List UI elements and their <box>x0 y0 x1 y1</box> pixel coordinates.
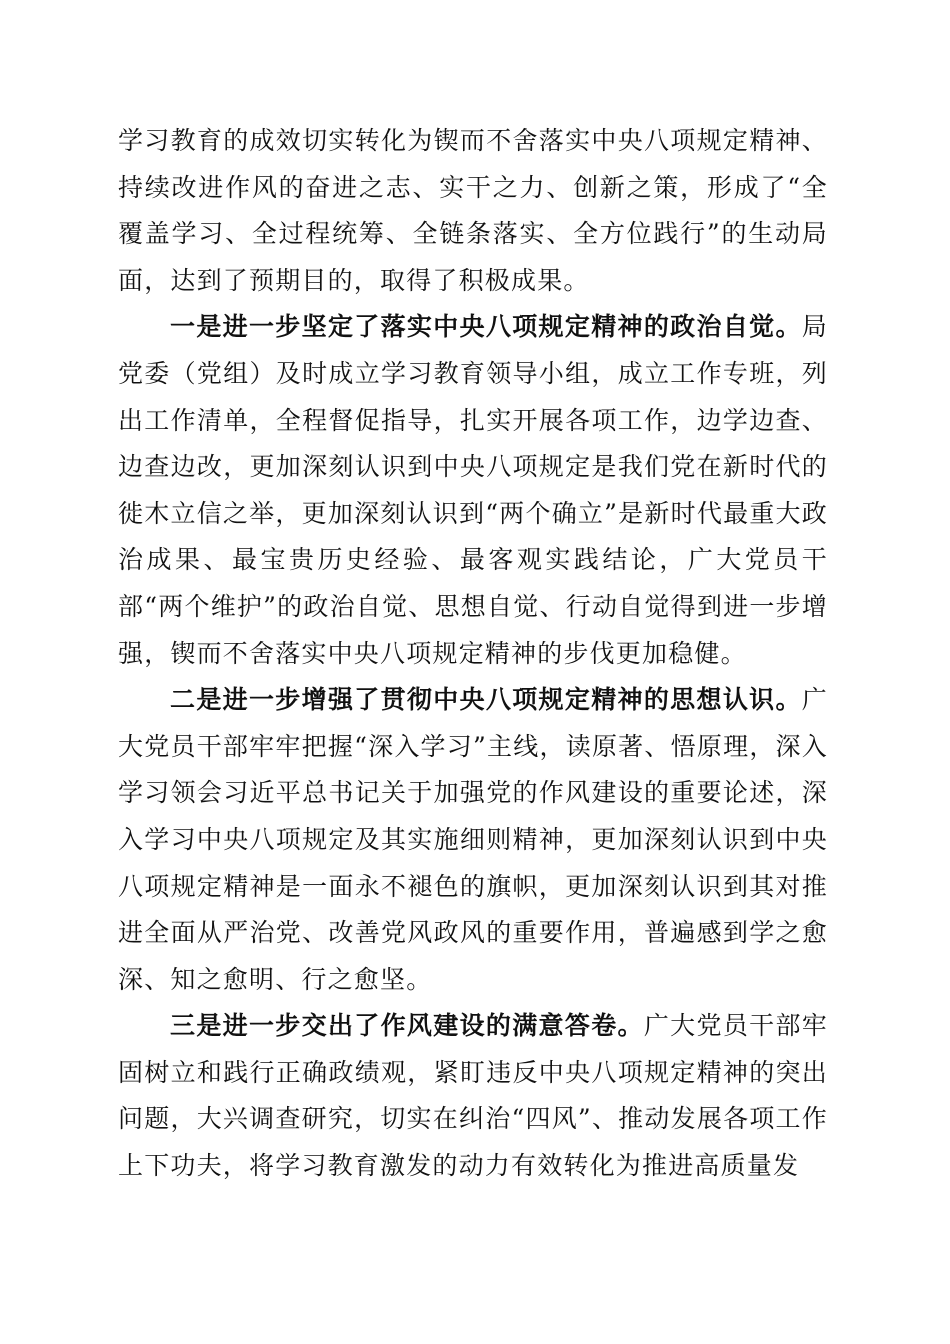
paragraph-point-two <box>118 677 828 1003</box>
paragraph-text: 学习教育的成效切实转化为锲而不舍落实中央八项规定精神、持续改进作风的奋进之志、实干之力、创新之策，形成了“全覆盖学习、全过程统筹、全链条落实、全方位践行”的生动局面，达到了预期目的，取得了积极成果。 <box>118 126 828 295</box>
document-body <box>118 118 828 1190</box>
paragraph-point-one <box>118 304 828 677</box>
paragraph-text: 广大党员干部牢牢把握“深入学习”主线，读原著、悟原理，深入学习领会习近平总书记关于加强党的作风建设的重要论述，深入学习中央八项规定及其实施细则精神，更加深刻认识到中央八项规定精神是一面永不褪色的旗帜，更加深刻认识到其对推进全面从严治党、改善党风政风的重要作用，普遍感到学之愈深、知之愈明、行之愈坚。 <box>118 685 828 994</box>
paragraph-continuation <box>118 118 828 304</box>
paragraph-text: 广大党员干部牢固树立和践行正确政绩观，紧盯违反中央八项规定精神的突出问题，大兴调查研究，切实在纠治“四风”、推动发展各项工作上下功夫，将学习教育激发的动力有效转化为推进高质量发 <box>118 1011 828 1181</box>
paragraph-lead: 二是进一步增强了贯彻中央八项规定精神的思想认识。 <box>170 685 802 715</box>
paragraph-lead: 三是进一步交出了作风建设的满意答卷。 <box>170 1011 644 1041</box>
paragraph-lead: 一是进一步坚定了落实中央八项规定精神的政治自觉。 <box>170 312 802 342</box>
paragraph-point-three <box>118 1003 828 1189</box>
paragraph-text: 局党委（党组）及时成立学习教育领导小组，成立工作专班，列出工作清单，全程督促指导，扎实开展各项工作，边学边查、边查边改，更加深刻认识到中央八项规定是我们党在新时代的徙木立信之举，更加深刻认识到“两个确立”是新时代最重大政治成果、最宝贵历史经验、最客观实践结论，广大党员干部“两个维护”的政治自觉、思想自觉、行动自觉得到进一步增强，锲而不舍落实中央八项规定精神的步伐更加稳健。 <box>118 312 828 668</box>
